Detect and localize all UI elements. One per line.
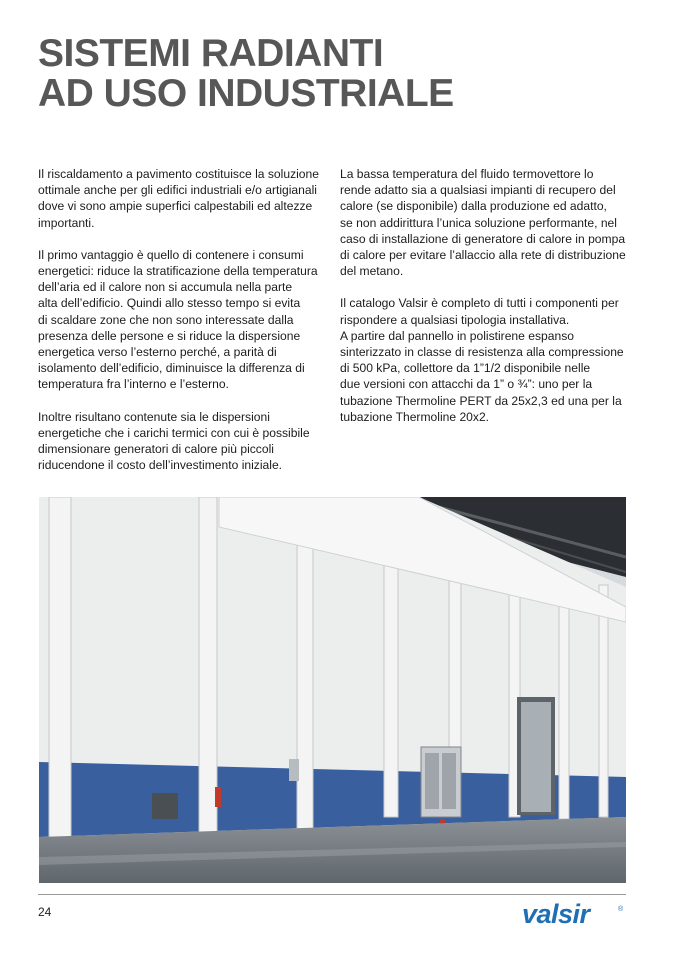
- industrial-floor-photo: [39, 497, 626, 883]
- left-column-line: isolamento dell’edificio, diminuisce la differenza di: [38, 361, 305, 376]
- right-column-line: del metano.: [340, 264, 404, 279]
- right-column-line: caso di installazione di generatore di calore in pompa: [340, 231, 626, 246]
- left-column-paragraph: [38, 247, 328, 393]
- left-column-line: Il primo vantaggio è quello di contenere i consumi: [38, 247, 304, 262]
- left-column-line: Il riscaldamento a pavimento costituisce la soluzione: [38, 167, 319, 181]
- right-column-line: sinterizzato in classe di resistenza alla compressione: [340, 345, 624, 360]
- page-title-line-2: AD USO INDUSTRIALE: [38, 72, 454, 115]
- left-column-line: ottimale anche per gli edifici industriali e/o artigianali: [38, 183, 317, 198]
- left-column-line: Inoltre risultano contenute sia le dispersioni: [38, 409, 270, 424]
- right-column-line: calore (se disponibile) dalla produzione ed adatto,: [340, 199, 607, 214]
- footer-rule: [38, 894, 626, 895]
- left-column-line: dove vi sono ampie superfici calpestabili ed altezze: [38, 199, 313, 214]
- right-column-line: Il catalogo Valsir è completo di tutti i componenti per: [340, 296, 619, 311]
- left-column-line: dimensionare generatori di calore più piccoli: [38, 442, 274, 457]
- page-title-line-1: SISTEMI RADIANTI: [38, 32, 384, 75]
- left-column-line: energetici: riduce la stratificazione della temperatura: [38, 264, 318, 279]
- right-column-paragraph: [340, 295, 630, 425]
- right-column-line: La bassa temperatura del fluido termovettore lo: [340, 167, 594, 181]
- left-column-line: di scaldare zone che non sono interessate dalla: [38, 312, 294, 327]
- right-column-line: tubazione Thermoline 20x2.: [340, 409, 490, 424]
- valsir-logo: [522, 899, 626, 929]
- left-column-line: presenza delle persone e si riduce la dispersione: [38, 328, 301, 343]
- left-column-paragraph: [38, 409, 328, 474]
- left-column-line: dell’aria ed il calore non si accumula nella parte: [38, 280, 293, 295]
- left-column-line: temperatura fra l’interno e l’esterno.: [38, 377, 229, 392]
- page-number: 24: [38, 905, 52, 919]
- left-column-line: riducendone il costo dell’investimento iniziale.: [38, 458, 283, 473]
- right-column-line: due versioni con attacchi da 1” o ¾”: uno per la: [340, 377, 593, 392]
- left-column-line: importanti.: [38, 215, 95, 230]
- right-column-line: A partire dal pannello in polistirene espanso: [340, 328, 574, 343]
- left-column-line: alta dell’edificio. Quindi allo stesso tempo si evita: [38, 296, 301, 311]
- right-column-paragraph: [340, 166, 630, 279]
- valsir-logo-text: valsir: [522, 899, 590, 929]
- left-column-line: energetica verso l’esterno perché, a parità di: [38, 345, 277, 360]
- valsir-logo-mark: ®: [618, 906, 624, 913]
- right-column-line: rispondere a qualsiasi tipologia installativa.: [340, 312, 570, 327]
- right-column-line: se non addirittura l’unica soluzione performante, nel: [340, 215, 617, 230]
- left-text-column: [38, 166, 328, 489]
- page-title: [38, 34, 638, 114]
- right-column-line: tubazione Thermoline PERT da 25x2,3 ed una per la: [340, 393, 622, 408]
- right-column-line: di 500 kPa, collettore da 1”1/2 disponibile nelle: [340, 361, 591, 376]
- left-column-line: energetiche che i carichi termici con cui è possibile: [38, 425, 310, 440]
- right-column-line: di calore per evitare l’allaccio alla rete di distribuzione: [340, 248, 626, 263]
- right-text-column: [340, 166, 630, 441]
- right-column-line: rende adatto sia a qualsiasi impianti di recupero del: [340, 183, 616, 198]
- left-column-paragraph: [38, 166, 328, 231]
